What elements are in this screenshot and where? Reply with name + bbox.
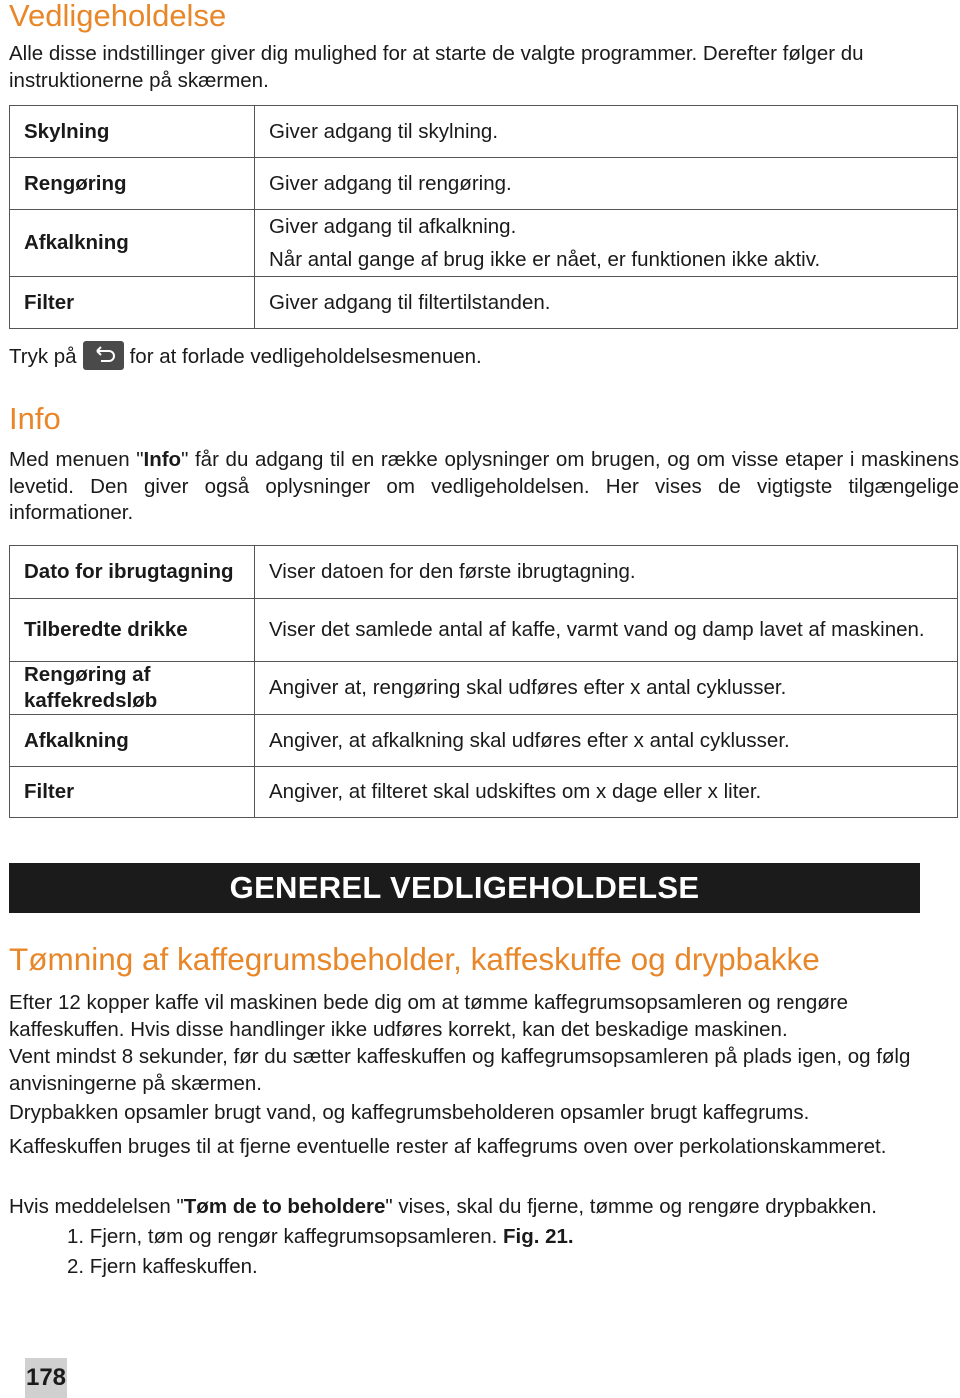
row-description: Viser datoen for den første ibrugtagning. xyxy=(255,546,958,599)
row-label: Skylning xyxy=(10,106,255,158)
back-instruction xyxy=(9,341,482,371)
maintenance-heading: Vedligeholdelse xyxy=(9,0,227,33)
steps-list xyxy=(67,1222,574,1282)
table-row xyxy=(10,546,958,599)
general-p2: Vent mindst 8 sekunder, før du sætter kaffeskuffen og kaffegrumsopsamleren på plads igen, og følg anvisningerne på skærmen. xyxy=(9,1045,911,1095)
info-intro-bold: Info xyxy=(143,448,182,471)
list-item xyxy=(67,1222,574,1252)
row-description: Angiver at, rengøring skal udføres efter x antal cyklusser. xyxy=(255,662,958,715)
p5-pre: Hvis meddelelsen " xyxy=(9,1195,184,1218)
row-label: Rengøring xyxy=(10,158,255,210)
page-number: 178 xyxy=(25,1358,67,1398)
general-p5 xyxy=(9,1194,960,1221)
general-p3: Drypbakken opsamler brugt vand, og kaffegrumsbeholderen opsamler brugt kaffegrums. xyxy=(9,1101,810,1124)
info-table xyxy=(9,545,958,818)
table-row xyxy=(10,662,958,715)
section-banner xyxy=(9,863,920,913)
info-heading: Info xyxy=(9,401,61,436)
row-description: Giver adgang til rengøring. xyxy=(255,158,958,210)
general-p1: Efter 12 kopper kaffe vil maskinen bede dig om at tømme kaffegrumsopsamleren og rengøre kaffeskuffen. Hvis disse handlinger ikke udføres korrekt, kan det beskadige maskinen. xyxy=(9,991,849,1041)
banner-title: GENEREL VEDLIGEHOLDELSE xyxy=(229,870,700,905)
table-row xyxy=(10,158,958,210)
back-arrow-icon xyxy=(83,341,124,370)
info-intro xyxy=(9,447,959,527)
row-description: Giver adgang til filtertilstanden. xyxy=(255,277,958,329)
maintenance-table xyxy=(9,105,958,329)
info-intro-post: " får du adgang til en række oplysninger om brugen, og om visse etaper i maskinens levetid. Den giver også oplysninger om vedligeholdelsen. Her vises de vigtigste tilgængelige informationer. xyxy=(9,448,959,524)
row-label: Afkalkning xyxy=(10,210,255,277)
table-row xyxy=(10,210,958,277)
table-row xyxy=(10,106,958,158)
back-prefix: Tryk på xyxy=(9,345,77,368)
p5-post: " vises, skal du fjerne, tømme og rengøre drypbakken. xyxy=(385,1195,877,1218)
row-label: Filter xyxy=(10,767,255,818)
row-label: Tilberedte drikke xyxy=(10,599,255,662)
step-text: 1. Fjern, tøm og rengør kaffegrumsopsamleren. xyxy=(67,1225,498,1248)
table-row xyxy=(10,599,958,662)
row-description: Giver adgang til skylning. xyxy=(255,106,958,158)
row-label: Dato for ibrugtagning xyxy=(10,546,255,599)
general-subheading: Tømning af kaffegrumsbeholder, kaffeskuffe og drypbakke xyxy=(9,941,820,977)
general-p4: Kaffeskuffen bruges til at fjerne eventuelle rester af kaffegrums oven over perkolationskammeret. xyxy=(9,1135,887,1158)
row-label: Rengøring af kaffekredsløb xyxy=(10,662,255,715)
maintenance-intro: Alle disse indstillinger giver dig mulighed for at starte de valgte programmer. Derefter følger du instruktionerne på skærmen. xyxy=(9,42,864,92)
table-row xyxy=(10,715,958,767)
step-text: 2. Fjern kaffeskuffen. xyxy=(67,1255,258,1278)
row-description-line: Når antal gange af brug ikke er nået, er funktionen ikke aktiv. xyxy=(269,248,821,271)
p5-bold: Tøm de to beholdere xyxy=(183,1195,386,1218)
row-description: Viser det samlede antal af kaffe, varmt vand og damp lavet af maskinen. xyxy=(255,599,958,662)
row-description: Angiver, at filteret skal udskiftes om x dage eller x liter. xyxy=(255,767,958,818)
table-row xyxy=(10,767,958,818)
table-row xyxy=(10,277,958,329)
back-suffix: for at forlade vedligeholdelsesmenuen. xyxy=(129,345,482,368)
row-label: Filter xyxy=(10,277,255,329)
row-description-line: Giver adgang til afkalkning. xyxy=(269,215,517,238)
info-intro-pre: Med menuen " xyxy=(9,448,144,471)
step-figure-ref: Fig. 21. xyxy=(503,1225,574,1248)
row-description: Angiver, at afkalkning skal udføres efter x antal cyklusser. xyxy=(255,715,958,767)
list-item xyxy=(67,1252,574,1282)
row-label: Afkalkning xyxy=(10,715,255,767)
row-description xyxy=(255,210,958,277)
